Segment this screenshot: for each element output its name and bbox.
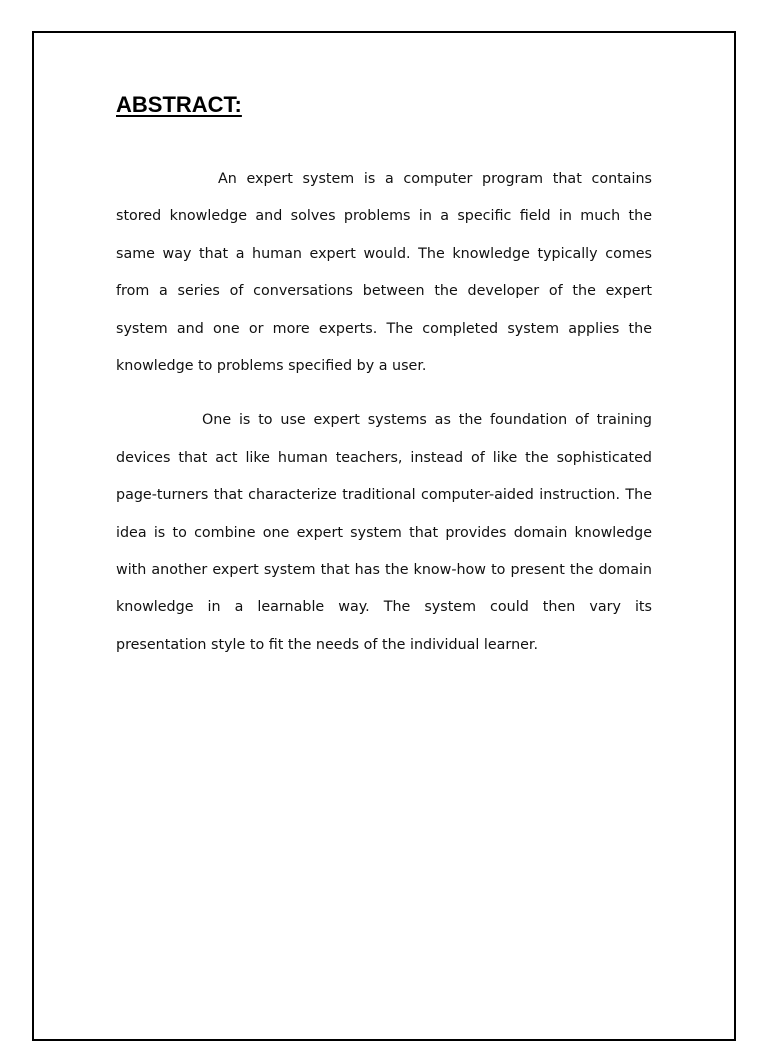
abstract-body bbox=[116, 161, 652, 664]
abstract-paragraph-2: One is to use expert systems as the foundation of training devices that act like human teachers, instead of like the sophisticated page-turners that characterize traditional computer-aided instruction. The idea is to combine one expert system that provides domain knowledge with another expert system that has the know-how to present the domain knowledge in a learnable way. The system could then vary its presentation style to fit the needs of the individual learner. bbox=[116, 412, 652, 653]
abstract-paragraph-1: An expert system is a computer program that contains stored knowledge and solves problems in a specific field in much the same way that a human expert would. The knowledge typically comes from a series of conversations between the developer of the expert system and one or more experts. The completed system applies the knowledge to problems specified by a user. bbox=[116, 171, 652, 375]
abstract-heading: ABSTRACT: bbox=[116, 92, 242, 117]
